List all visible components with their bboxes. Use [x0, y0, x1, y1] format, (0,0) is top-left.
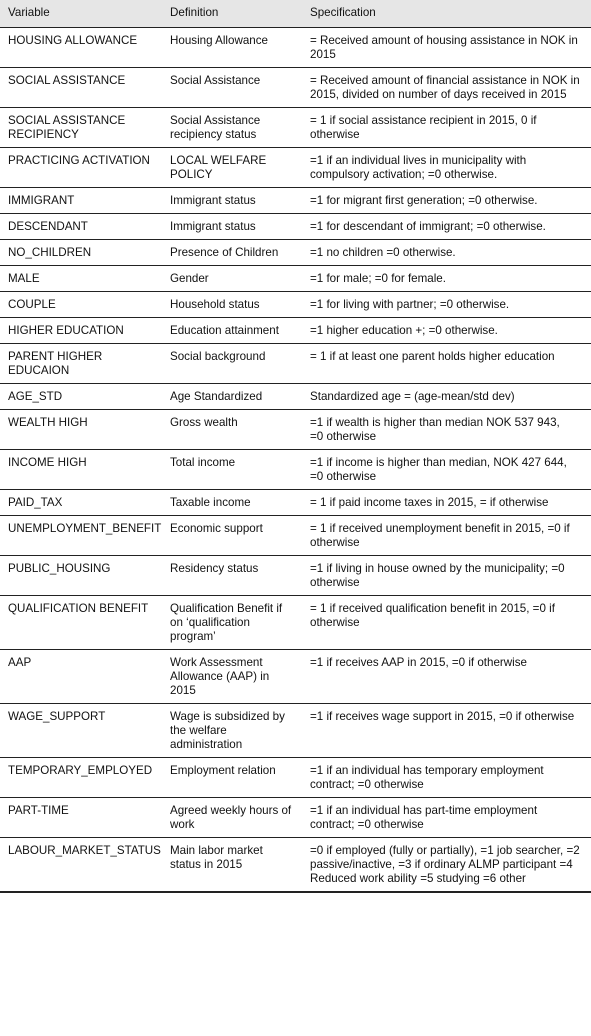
table-row [0, 410, 591, 450]
cell-specification: =1 if an individual lives in municipality with compulsory activation; =0 otherwise. [302, 148, 591, 188]
cell-definition: Age Standardized [162, 384, 302, 410]
cell-definition: Residency status [162, 556, 302, 596]
table-row [0, 490, 591, 516]
cell-definition: Agreed weekly hours of work [162, 798, 302, 838]
cell-definition: Taxable income [162, 490, 302, 516]
cell-variable: QUALIFICATION BENEFIT [0, 596, 162, 650]
cell-variable: WEALTH HIGH [0, 410, 162, 450]
cell-variable: DESCENDANT [0, 214, 162, 240]
cell-specification: =1 if wealth is higher than median NOK 537 943, =0 otherwise [302, 410, 591, 450]
cell-specification: =1 if receives wage support in 2015, =0 if otherwise [302, 704, 591, 758]
cell-definition: Immigrant status [162, 214, 302, 240]
cell-variable: PART-TIME [0, 798, 162, 838]
cell-variable: NO_CHILDREN [0, 240, 162, 266]
table-row [0, 292, 591, 318]
table-row [0, 188, 591, 214]
cell-variable: AAP [0, 650, 162, 704]
cell-variable: MALE [0, 266, 162, 292]
cell-definition: LOCAL WELFARE POLICY [162, 148, 302, 188]
cell-specification: = Received amount of housing assistance in NOK in 2015 [302, 28, 591, 68]
column-header-specification: Specification [302, 0, 591, 28]
cell-variable: UNEMPLOYMENT_BENEFIT [0, 516, 162, 556]
cell-specification: =1 for descendant of immigrant; =0 otherwise. [302, 214, 591, 240]
cell-variable: SOCIAL ASSISTANCE [0, 68, 162, 108]
table-row [0, 318, 591, 344]
table-row [0, 596, 591, 650]
column-header-definition: Definition [162, 0, 302, 28]
cell-specification: = 1 if received unemployment benefit in 2015, =0 if otherwise [302, 516, 591, 556]
cell-definition: Presence of Children [162, 240, 302, 266]
cell-specification: =0 if employed (fully or partially), =1 job searcher, =2 passive/inactive, =3 if ordinary ALMP participant =4 Reduced work ability =5 studying =6 other [302, 838, 591, 893]
cell-specification: Standardized age = (age-mean/std dev) [302, 384, 591, 410]
table-row [0, 68, 591, 108]
cell-variable: AGE_STD [0, 384, 162, 410]
cell-variable: PARENT HIGHER EDUCAION [0, 344, 162, 384]
table-row [0, 266, 591, 292]
cell-definition: Qualification Benefit if on ‘qualification program’ [162, 596, 302, 650]
table-row [0, 704, 591, 758]
cell-variable: PAID_TAX [0, 490, 162, 516]
cell-definition: Total income [162, 450, 302, 490]
cell-definition: Social Assistance recipiency status [162, 108, 302, 148]
cell-variable: IMMIGRANT [0, 188, 162, 214]
cell-definition: Immigrant status [162, 188, 302, 214]
cell-definition: Employment relation [162, 758, 302, 798]
table-row [0, 758, 591, 798]
cell-variable: HIGHER EDUCATION [0, 318, 162, 344]
cell-definition: Gross wealth [162, 410, 302, 450]
cell-specification: =1 if living in house owned by the municipality; =0 otherwise [302, 556, 591, 596]
table-row [0, 384, 591, 410]
cell-definition: Education attainment [162, 318, 302, 344]
cell-specification: =1 for migrant first generation; =0 otherwise. [302, 188, 591, 214]
table-row [0, 240, 591, 266]
table-row [0, 108, 591, 148]
cell-specification: =1 for living with partner; =0 otherwise. [302, 292, 591, 318]
cell-specification: = 1 if paid income taxes in 2015, = if otherwise [302, 490, 591, 516]
table-row [0, 148, 591, 188]
cell-variable: COUPLE [0, 292, 162, 318]
cell-definition: Economic support [162, 516, 302, 556]
table-row [0, 344, 591, 384]
cell-specification: =1 if income is higher than median, NOK 427 644, =0 otherwise [302, 450, 591, 490]
cell-specification: =1 if an individual has temporary employment contract; =0 otherwise [302, 758, 591, 798]
cell-definition: Gender [162, 266, 302, 292]
table-row [0, 798, 591, 838]
cell-variable: PRACTICING ACTIVATION [0, 148, 162, 188]
cell-specification: =1 no children =0 otherwise. [302, 240, 591, 266]
table-row [0, 516, 591, 556]
cell-definition: Work Assessment Allowance (AAP) in 2015 [162, 650, 302, 704]
table-row [0, 838, 591, 893]
cell-definition: Wage is subsidized by the welfare administration [162, 704, 302, 758]
cell-variable: WAGE_SUPPORT [0, 704, 162, 758]
table-row [0, 214, 591, 240]
cell-definition: Social background [162, 344, 302, 384]
cell-definition: Social Assistance [162, 68, 302, 108]
table-row [0, 650, 591, 704]
cell-variable: HOUSING ALLOWANCE [0, 28, 162, 68]
cell-specification: =1 higher education +; =0 otherwise. [302, 318, 591, 344]
cell-specification: = Received amount of financial assistance in NOK in 2015, divided on number of days received in 2015 [302, 68, 591, 108]
table-row [0, 450, 591, 490]
column-header-variable: Variable [0, 0, 162, 28]
table-row [0, 556, 591, 596]
header-row [0, 0, 591, 28]
cell-specification: =1 if receives AAP in 2015, =0 if otherwise [302, 650, 591, 704]
cell-specification: =1 for male; =0 for female. [302, 266, 591, 292]
cell-definition: Housing Allowance [162, 28, 302, 68]
cell-specification: = 1 if social assistance recipient in 2015, 0 if otherwise [302, 108, 591, 148]
cell-definition: Main labor market status in 2015 [162, 838, 302, 893]
cell-specification: = 1 if received qualification benefit in 2015, =0 if otherwise [302, 596, 591, 650]
cell-variable: LABOUR_MARKET_STATUS [0, 838, 162, 893]
table-row [0, 28, 591, 68]
cell-specification: =1 if an individual has part-time employment contract; =0 otherwise [302, 798, 591, 838]
cell-definition: Household status [162, 292, 302, 318]
cell-specification: = 1 if at least one parent holds higher education [302, 344, 591, 384]
cell-variable: PUBLIC_HOUSING [0, 556, 162, 596]
cell-variable: SOCIAL ASSISTANCE RECIPIENCY [0, 108, 162, 148]
cell-variable: INCOME HIGH [0, 450, 162, 490]
cell-variable: TEMPORARY_EMPLOYED [0, 758, 162, 798]
